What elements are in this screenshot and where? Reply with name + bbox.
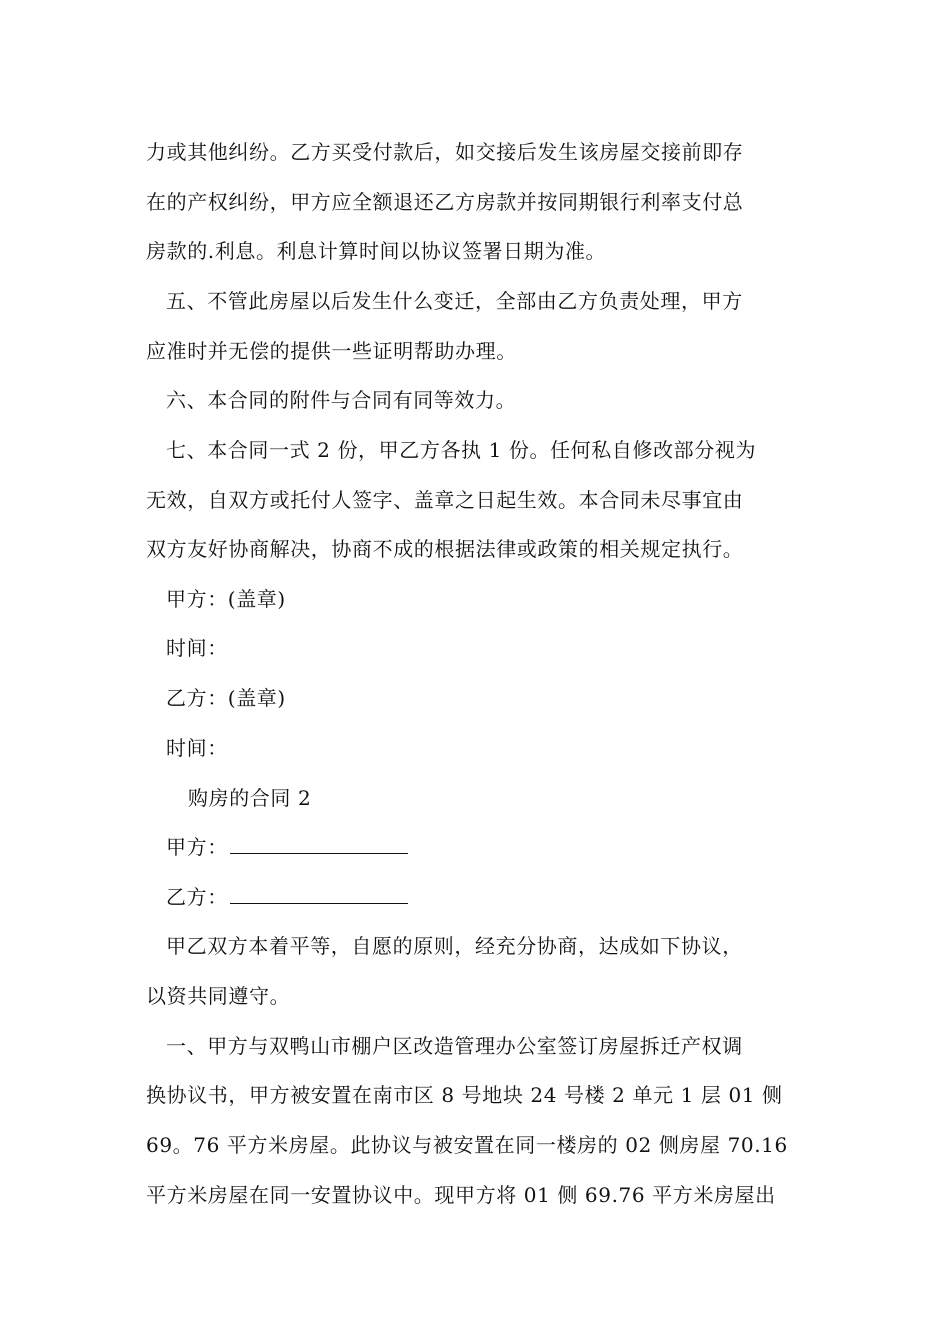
paragraph-line: 房款的.利息。利息计算时间以协议签署日期为准。: [146, 239, 607, 263]
paragraph-line: 双方友好协商解决，协商不成的根据法律或政策的相关规定执行。: [146, 537, 744, 561]
clause-one-line: 一、甲方与双鸭山市棚户区改造管理办公室签订房屋拆迁产权调: [166, 1034, 743, 1058]
paragraph-line: 69。76 平方米房屋。此协议与被安置在同一楼房的 02 侧房屋 70.16: [146, 1133, 788, 1157]
clause-five-line: 五、不管此房屋以后发生什么变迁，全部由乙方负责处理，甲方: [166, 289, 743, 313]
party-a-blank: [230, 833, 408, 854]
paragraph-line: 力或其他纠纷。乙方买受付款后，如交接后发生该房屋交接前即存: [146, 140, 744, 164]
date-line: 时间：: [166, 636, 228, 660]
date-line: 时间：: [166, 736, 228, 760]
party-a-line: [166, 833, 846, 861]
party-b-seal-line: 乙方：(盖章): [166, 686, 286, 710]
paragraph-line: 平方米房屋在同一安置协议中。现甲方将 01 侧 69.76 平方米房屋出: [146, 1183, 776, 1207]
contract-title: 购房的合同 2: [188, 786, 312, 810]
clause-seven-line: 七、本合同一式 2 份，甲乙方各执 1 份。任何私自修改部分视为: [166, 438, 757, 462]
paragraph-line: 无效，自双方或托付人签字、盖章之日起生效。本合同未尽事宜由: [146, 488, 744, 512]
paragraph-line: 换协议书，甲方被安置在南市区 8 号地块 24 号楼 2 单元 1 层 01 侧: [146, 1083, 783, 1107]
agreement-intro-line: 甲乙双方本着平等，自愿的原则，经充分协商，达成如下协议，: [166, 934, 743, 958]
paragraph-line: 以资共同遵守。: [146, 984, 291, 1008]
party-a-seal-line: 甲方：(盖章): [166, 587, 286, 611]
party-b-label: 乙方：: [166, 885, 228, 909]
paragraph-line: 在的产权纠纷，甲方应全额退还乙方房款并按同期银行利率支付总: [146, 190, 744, 214]
party-a-label: 甲方：: [166, 835, 228, 859]
party-b-line: [166, 883, 846, 911]
party-b-blank: [230, 883, 408, 904]
paragraph-line: 应准时并无偿的提供一些证明帮助办理。: [146, 339, 517, 363]
clause-six-line: 六、本合同的附件与合同有同等效力。: [166, 388, 517, 412]
